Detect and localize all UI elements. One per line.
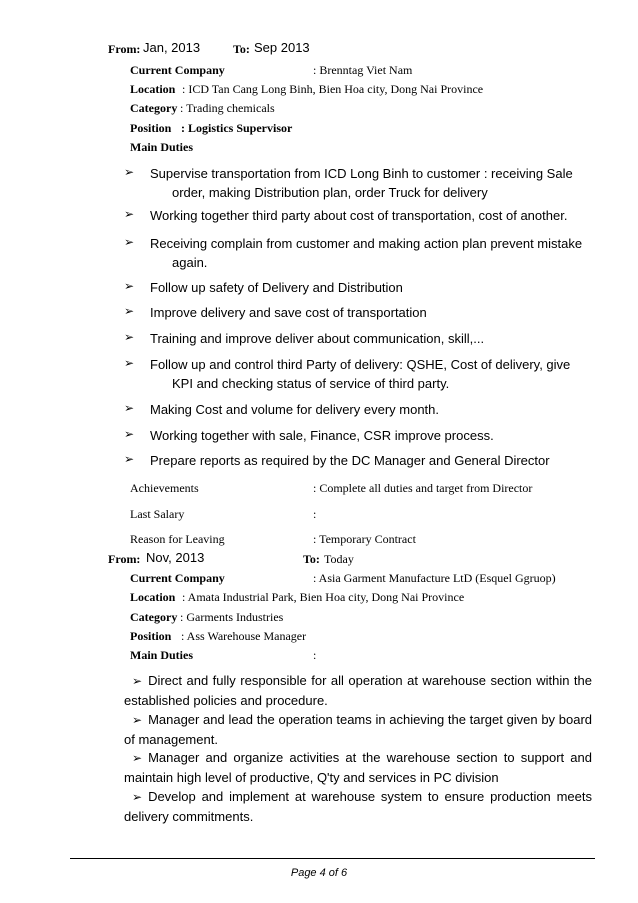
duty-text-line1: Follow up safety of Delivery and Distribution bbox=[150, 280, 403, 295]
duty-text-line2: of management. bbox=[124, 732, 218, 747]
arrowhead-bullet-icon: ➢ bbox=[132, 790, 143, 804]
arrowhead-bullet-icon: ➢ bbox=[124, 207, 135, 221]
job2-position-label: Position bbox=[130, 629, 172, 643]
job2-location-value: : Amata Industrial Park, Bien Hoa city, Dong Nai Province bbox=[182, 590, 465, 604]
duty-text-line1: Follow up and control third Party of delivery: QSHE, Cost of delivery, give bbox=[150, 357, 571, 372]
duty-text-line1: Making Cost and volume for delivery every month. bbox=[150, 402, 440, 417]
arrowhead-bullet-icon: ➢ bbox=[132, 713, 143, 727]
arrowhead-bullet-icon: ➢ bbox=[124, 427, 135, 441]
job1-location-label: Location bbox=[130, 82, 176, 96]
job1-reason-label: Reason for Leaving bbox=[130, 532, 225, 546]
arrowhead-bullet-icon: ➢ bbox=[124, 401, 135, 415]
job1-duties-label: Main Duties bbox=[130, 140, 193, 154]
duty-text-line1: Prepare reports as required by the DC Manager and General Director bbox=[150, 453, 550, 468]
job1-salary-value: : bbox=[313, 507, 317, 521]
duty-text-line1: Improve delivery and save cost of transportation bbox=[150, 305, 427, 320]
duty-text-line1: Manager and organize activities at the warehouse section to support and bbox=[148, 750, 592, 765]
arrowhead-bullet-icon: ➢ bbox=[124, 330, 135, 344]
job1-position-label: Position bbox=[130, 121, 172, 135]
job1-to-value: Sep 2013 bbox=[254, 40, 310, 55]
job2-category-value: : Garments Industries bbox=[180, 610, 284, 624]
duty-text-line1: Supervise transportation from ICD Long Binh to customer : receiving Sale bbox=[150, 166, 573, 181]
job2-from-value: Nov, 2013 bbox=[146, 550, 205, 565]
arrowhead-bullet-icon: ➢ bbox=[124, 235, 135, 249]
job2-duty-item bbox=[124, 748, 592, 787]
duty-text-line2: KPI and checking status of service of third party. bbox=[172, 376, 450, 391]
job1-reason-value: : Temporary Contract bbox=[313, 532, 416, 546]
job2-duty-item bbox=[124, 787, 592, 826]
duty-text-line1: Receiving complain from customer and making action plan prevent mistake bbox=[150, 236, 583, 251]
job1-achievements-label: Achievements bbox=[130, 481, 199, 495]
page-number: Page 4 of 6 bbox=[290, 867, 348, 879]
job2-to-label: To: bbox=[303, 552, 320, 566]
job2-company-value: : Asia Garment Manufacture LtD (Esquel Ggruop) bbox=[313, 571, 556, 585]
job2-to-value: Today bbox=[324, 552, 354, 566]
job1-from-value: Jan, 2013 bbox=[143, 40, 201, 55]
job2-duty-item bbox=[124, 710, 592, 749]
arrowhead-bullet-icon: ➢ bbox=[132, 674, 143, 688]
job1-category-label: Category bbox=[130, 101, 178, 115]
job1-position-value: : Logistics Supervisor bbox=[181, 121, 293, 135]
job2-duties-label: Main Duties bbox=[130, 648, 193, 662]
job1-category-value: : Trading chemicals bbox=[180, 101, 275, 115]
job1-company-value: : Brenntag Viet Nam bbox=[313, 63, 413, 77]
job2-from-label: From: bbox=[108, 552, 141, 566]
duty-text-line1: Manager and lead the operation teams in achieving the target given by board bbox=[148, 712, 592, 727]
job2-duty-item bbox=[124, 671, 592, 710]
job2-position-value: : Ass Warehouse Manager bbox=[181, 629, 307, 643]
arrowhead-bullet-icon: ➢ bbox=[124, 279, 135, 293]
duty-text-line1: Direct and fully responsible for all operation at warehouse section within the bbox=[148, 673, 592, 688]
arrowhead-bullet-icon: ➢ bbox=[124, 452, 135, 466]
duty-text-line2: maintain high level of productive, Q'ty and services in PC division bbox=[124, 770, 499, 785]
job1-salary-label: Last Salary bbox=[130, 507, 185, 521]
job1-from-label: From: bbox=[108, 42, 141, 56]
job1-achievements-value: : Complete all duties and target from Director bbox=[313, 481, 533, 495]
job2-company-label: Current Company bbox=[130, 571, 225, 585]
duty-text-line2: established policies and procedure. bbox=[124, 693, 328, 708]
arrowhead-bullet-icon: ➢ bbox=[124, 304, 135, 318]
duty-text-line2: again. bbox=[172, 255, 208, 270]
duty-text-line2: order, making Distribution plan, order Truck for delivery bbox=[172, 185, 488, 200]
arrowhead-bullet-icon: ➢ bbox=[124, 165, 135, 179]
footer-divider bbox=[70, 858, 595, 859]
job2-location-label: Location bbox=[130, 590, 176, 604]
duty-text-line2: delivery commitments. bbox=[124, 809, 254, 824]
job2-duties-colon: : bbox=[313, 648, 317, 662]
job1-location-value: : ICD Tan Cang Long Binh, Bien Hoa city, Dong Nai Province bbox=[182, 82, 484, 96]
duty-text-line1: Develop and implement at warehouse system to ensure production meets bbox=[148, 789, 592, 804]
duty-text-line1: Working together third party about cost of transportation, cost of another. bbox=[150, 208, 568, 223]
job1-company-label: Current Company bbox=[130, 63, 225, 77]
duty-text-line1: Training and improve deliver about communication, skill,... bbox=[150, 331, 485, 346]
arrowhead-bullet-icon: ➢ bbox=[132, 751, 143, 765]
duty-text-line1: Working together with sale, Finance, CSR improve process. bbox=[150, 428, 494, 443]
job1-to-label: To: bbox=[233, 42, 250, 56]
arrowhead-bullet-icon: ➢ bbox=[124, 356, 135, 370]
job2-category-label: Category bbox=[130, 610, 178, 624]
